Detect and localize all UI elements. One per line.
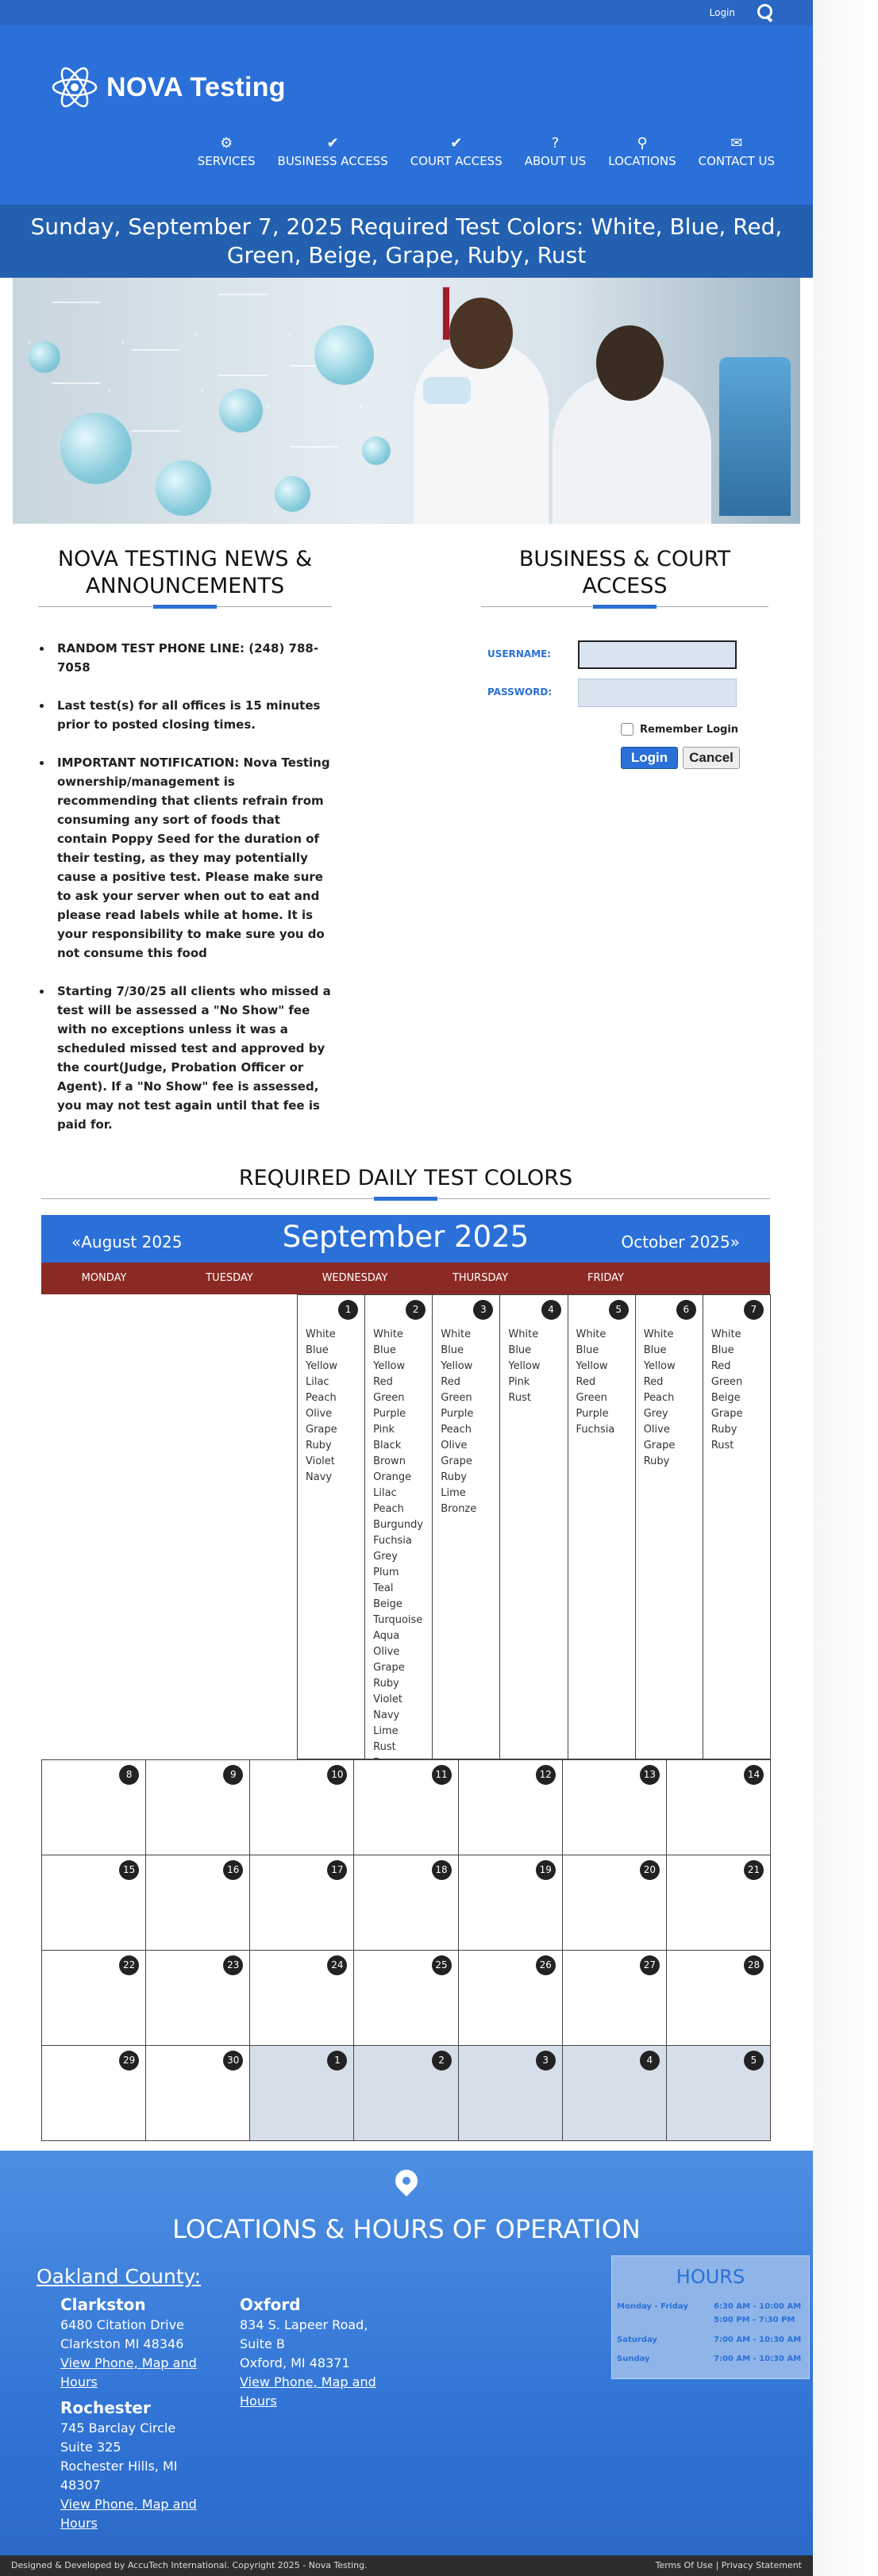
color-entry: White <box>306 1328 336 1340</box>
logo[interactable] <box>51 63 286 111</box>
color-entry: Rust <box>508 1392 531 1404</box>
day-number: 7 <box>744 1300 764 1320</box>
color-entry: Green <box>576 1392 607 1404</box>
color-entry: White <box>373 1328 403 1340</box>
calendar-day-cell[interactable] <box>249 1855 354 1951</box>
access-title: BUSINESS & COURT ACCESS <box>518 547 731 598</box>
nav-label: ABOUT US <box>524 154 587 168</box>
nav-label: SERVICES <box>197 154 256 168</box>
day-colors <box>644 1327 676 1470</box>
calendar-day-cell[interactable] <box>499 1294 568 1759</box>
news-item: • IMPORTANT NOTIFICATION: Nova Testing ownership/management is recommending that clients refrain from consuming any sort of foods that contain Poppy Seed for the duration of their testing, as they may potentially cause a positive test. Please make sure to ask your server when out to eat and please read labels while at home. It is your responsibility to make sure you do not consume this food <box>52 753 332 963</box>
calendar-day-cell[interactable] <box>353 1950 458 2046</box>
day-number: 6 <box>676 1300 696 1320</box>
color-entry: Purple <box>441 1408 474 1420</box>
calendar-day-cell[interactable] <box>41 1950 146 2046</box>
chat-icon: ✉ <box>730 135 743 152</box>
color-entry: Violet <box>373 1694 403 1705</box>
color-entry: Ruby <box>373 1678 399 1690</box>
weekday-label: FRIDAY <box>587 1272 624 1284</box>
nav-label: LOCATIONS <box>608 154 676 168</box>
color-entry: Yellow <box>373 1360 406 1372</box>
day-number: 2 <box>432 2051 452 2070</box>
calendar-day-cell[interactable] <box>703 1294 771 1759</box>
calendar-day-cell[interactable] <box>562 1759 667 1855</box>
office-name: Rochester <box>60 2398 151 2417</box>
weekday-label: WEDNESDAY <box>322 1272 388 1284</box>
day-number: 18 <box>432 1860 452 1880</box>
day-number: 1 <box>338 1300 358 1320</box>
separator: | <box>715 2560 719 2570</box>
color-entry: Plum <box>373 1567 399 1578</box>
calendar-day-cell[interactable] <box>249 1759 354 1855</box>
calendar-day-cell[interactable] <box>635 1294 703 1759</box>
color-entry: Grey <box>373 1551 398 1563</box>
office-city: Oxford, MI 48371 <box>240 2355 350 2370</box>
calendar-day-cell[interactable] <box>353 2045 458 2141</box>
day-number: 17 <box>327 1860 347 1880</box>
day-number: 4 <box>541 1300 561 1320</box>
password-label: PASSWORD: <box>487 686 553 698</box>
calendar-day-cell[interactable] <box>364 1294 433 1759</box>
check-circle-icon: ✔ <box>450 135 463 152</box>
color-entry: White <box>643 1328 674 1340</box>
color-entry: Blue <box>441 1344 464 1356</box>
day-colors <box>508 1327 540 1406</box>
color-entry: Lilac <box>306 1376 329 1388</box>
nav-contact-us[interactable] <box>699 135 775 168</box>
calendar-title: REQUIRED DAILY TEST COLORS <box>238 1166 573 1190</box>
calendar-grid <box>41 1294 770 2129</box>
nav-label: BUSINESS ACCESS <box>277 154 388 168</box>
day-number: 9 <box>223 1765 243 1785</box>
nav-court-access[interactable] <box>410 135 503 168</box>
calendar-day-cell[interactable] <box>568 1294 636 1759</box>
color-entry: Beige <box>373 1598 402 1610</box>
day-number: 24 <box>327 1955 347 1975</box>
county-link[interactable]: Oakland County: <box>37 2265 202 2288</box>
office-address: 745 Barclay Circle Suite 325 <box>60 2420 176 2455</box>
remember-label: Remember Login <box>640 723 739 736</box>
color-entry: Beige <box>710 1392 741 1404</box>
day-colors <box>711 1327 743 1454</box>
bottom-bar <box>0 2555 813 2576</box>
color-entry: White <box>441 1328 472 1340</box>
weekday-label: MONDAY <box>81 1272 127 1284</box>
next-month-link[interactable] <box>621 1232 740 1251</box>
color-entry: Blue <box>373 1344 396 1356</box>
color-entry: Peach <box>643 1392 675 1404</box>
calendar-day-cell[interactable] <box>666 1759 771 1855</box>
prev-month-label: August 2025 <box>81 1232 183 1251</box>
color-entry: Grey <box>643 1408 668 1420</box>
news-title: NOVA TESTING NEWS & ANNOUNCEMENTS <box>57 547 313 598</box>
day-number: 26 <box>536 1955 556 1975</box>
check-circle-icon: ✔ <box>326 135 339 152</box>
color-entry: Rust <box>710 1440 734 1451</box>
color-entry: Grape <box>441 1455 472 1467</box>
calendar-day-cell[interactable] <box>249 2045 354 2141</box>
color-entry: Red <box>643 1376 664 1388</box>
hours-time: 7:00 AM - 10:30 AM <box>714 2355 802 2363</box>
news-item: • Starting 7/30/25 all clients who missed a test will be assessed a "No Show" fee with no exceptions unless it was a scheduled missed test and approved by the court(Judge, Probation Officer or Agent). If a "No Show" fee is assessed, you may not test again until that fee is paid for. <box>52 982 332 1134</box>
news-list <box>38 639 332 1134</box>
color-entry: Grape <box>710 1408 743 1420</box>
color-entry: Pink <box>508 1376 530 1388</box>
next-month-label: October 2025 <box>621 1232 730 1251</box>
calendar-day-cell[interactable] <box>41 2045 146 2141</box>
password-input[interactable] <box>578 679 737 707</box>
color-entry: Lime <box>373 1725 399 1737</box>
color-entry: Orange <box>373 1471 412 1483</box>
color-entry: Olive <box>643 1424 670 1436</box>
calendar-day-cell[interactable] <box>41 1759 146 1855</box>
color-entry: Peach <box>373 1503 404 1515</box>
color-entry: Olive <box>441 1440 468 1451</box>
color-entry: Grape <box>306 1424 337 1436</box>
day-number: 27 <box>640 1955 660 1975</box>
color-entry: Red <box>576 1376 596 1388</box>
map-pin-icon <box>395 2170 418 2201</box>
day-number: 19 <box>536 1860 556 1880</box>
hero-lab-image <box>13 278 800 524</box>
calendar-day-cell[interactable] <box>353 1855 458 1951</box>
day-number: 16 <box>223 1860 243 1880</box>
hours-time-1: 6:30 AM - 10:00 AM <box>714 2302 802 2311</box>
color-entry: Navy <box>306 1471 333 1483</box>
terms-link[interactable]: Terms Of Use <box>655 2560 714 2570</box>
locations-title: LOCATIONS & HOURS OF OPERATION <box>172 2214 641 2244</box>
color-entry: Fuchsia <box>576 1424 615 1436</box>
color-entry: Rust <box>373 1741 396 1753</box>
color-entry: Lime <box>441 1487 466 1499</box>
color-entry: White <box>576 1328 607 1340</box>
color-entry: Ruby <box>710 1424 737 1436</box>
office-address: 834 S. Lapeer Road, Suite B <box>240 2317 368 2351</box>
calendar-day-cell[interactable] <box>145 1759 250 1855</box>
color-entry: Violet <box>306 1455 335 1467</box>
color-entry: Yellow <box>306 1360 338 1372</box>
day-number: 25 <box>432 1955 452 1975</box>
gears-icon: ⚙ <box>220 135 233 152</box>
nav-label: COURT ACCESS <box>410 154 503 168</box>
day-colors <box>576 1327 615 1438</box>
weekday-label: THURSDAY <box>452 1272 509 1284</box>
day-number: 29 <box>119 2051 139 2070</box>
nav-about-us[interactable] <box>525 135 587 168</box>
color-entry: Ruby <box>441 1471 467 1483</box>
hours-box <box>611 2255 810 2379</box>
day-number: 30 <box>223 2051 243 2070</box>
color-entry: Teal <box>373 1582 394 1594</box>
color-entry: Green <box>373 1392 405 1404</box>
office-oxford <box>240 2293 391 2411</box>
nav-locations[interactable] <box>608 135 676 168</box>
right-margin <box>813 0 878 2576</box>
day-number: 3 <box>473 1300 493 1320</box>
office-name: Clarkston <box>60 2295 146 2314</box>
color-entry: Ruby <box>306 1440 332 1451</box>
search-icon[interactable] <box>756 3 775 22</box>
title-underline <box>481 606 768 607</box>
day-number: 22 <box>119 1955 139 1975</box>
username-label: USERNAME: <box>487 648 552 659</box>
day-number: 5 <box>609 1300 629 1320</box>
day-colors <box>373 1327 423 1771</box>
day-number: 12 <box>536 1765 556 1785</box>
color-entry: Green <box>441 1392 472 1404</box>
calendar-day-cell[interactable] <box>458 1759 563 1855</box>
calendar-day-cell[interactable] <box>145 1855 250 1951</box>
color-entry: Red <box>710 1360 731 1372</box>
color-entry: White <box>508 1328 539 1340</box>
color-entry: Red <box>373 1376 393 1388</box>
atom-icon <box>51 63 98 111</box>
office-clarkston <box>60 2293 227 2392</box>
day-colors <box>441 1327 476 1517</box>
news-section <box>38 546 332 1153</box>
remember-login[interactable] <box>621 723 738 736</box>
double-chevron-left-icon: « <box>71 1232 82 1251</box>
office-rochester <box>60 2397 211 2533</box>
office-details-link[interactable]: View Phone, Map and Hours <box>60 2497 197 2531</box>
calendar-day-cell[interactable] <box>458 1950 563 2046</box>
cancel-button[interactable]: Cancel <box>683 747 740 769</box>
login-button[interactable]: Login <box>621 747 678 769</box>
office-details-link[interactable]: View Phone, Map and Hours <box>60 2355 197 2390</box>
color-entry: Purple <box>576 1408 609 1420</box>
hours-day: Saturday <box>617 2336 657 2344</box>
remember-checkbox[interactable] <box>621 723 633 736</box>
locations-footer <box>0 2151 813 2555</box>
news-item: • RANDOM TEST PHONE LINE: (248) 788-7058 <box>52 639 332 677</box>
calendar-day-cell[interactable] <box>145 2045 250 2141</box>
hours-title: HOURS <box>676 2266 745 2288</box>
main-nav <box>198 135 775 168</box>
day-number: 5 <box>744 2051 764 2070</box>
color-entry: Green <box>710 1376 743 1388</box>
color-entry: Brown <box>373 1455 406 1467</box>
nav-services[interactable] <box>198 135 256 168</box>
color-entry: Peach <box>306 1392 337 1404</box>
color-entry: Blue <box>508 1344 532 1356</box>
color-entry: Blue <box>576 1344 599 1356</box>
calendar-day-cell[interactable] <box>41 1855 146 1951</box>
color-entry: Lilac <box>373 1487 397 1499</box>
color-entry: Bronze <box>441 1503 477 1515</box>
calendar-header <box>41 1215 770 1263</box>
day-number: 11 <box>432 1765 452 1785</box>
daily-colors-banner: Sunday, September 7, 2025 Required Test Colors: White, Blue, Red, Green, Beige, Grape, Ruby, Rust <box>0 205 813 278</box>
legal-links <box>656 2555 802 2576</box>
question-icon: ? <box>551 135 560 152</box>
calendar-day-cell[interactable] <box>666 2045 771 2141</box>
day-number: 3 <box>536 2051 556 2070</box>
color-entry: Red <box>441 1376 460 1388</box>
brand-name: NOVA Testing <box>106 71 286 102</box>
color-entry: Blue <box>710 1344 734 1356</box>
nav-business-access[interactable] <box>278 135 388 168</box>
color-entry: Navy <box>373 1709 400 1721</box>
copyright-text: Designed & Developed by AccuTech International. Copyright 2025 - Nova Testing. <box>11 2560 368 2570</box>
office-city: Clarkston MI 48346 <box>60 2336 184 2351</box>
color-entry: Yellow <box>508 1360 541 1372</box>
calendar-day-cell[interactable] <box>458 2045 563 2141</box>
calendar-day-cell[interactable] <box>562 2045 667 2141</box>
site-header <box>0 25 813 205</box>
news-item: • Last test(s) for all offices is 15 minutes prior to posted closing times. <box>52 696 332 734</box>
color-entry: Yellow <box>441 1360 473 1372</box>
weekday-label: TUESDAY <box>206 1272 253 1284</box>
day-number: 15 <box>119 1860 139 1880</box>
color-entry: Turquoise <box>373 1614 423 1626</box>
calendar-day-cell[interactable] <box>249 1950 354 2046</box>
title-underline <box>38 606 332 607</box>
color-entry: Purple <box>373 1408 406 1420</box>
color-entry: White <box>710 1328 741 1340</box>
day-number: 13 <box>640 1765 660 1785</box>
color-entry: Fuchsia <box>373 1535 412 1547</box>
color-entry: Pink <box>373 1424 395 1436</box>
privacy-link[interactable]: Privacy Statement <box>721 2560 802 2570</box>
calendar-day-cell[interactable] <box>562 1950 667 2046</box>
title-underline <box>41 1198 770 1199</box>
office-name: Oxford <box>240 2295 301 2314</box>
hours-time-2: 5:00 PM - 7:30 PM <box>714 2316 795 2324</box>
current-month: September 2025 <box>282 1220 529 1254</box>
color-entry: Olive <box>306 1408 333 1420</box>
calendar-day-cell[interactable] <box>666 1950 771 2046</box>
day-number: 14 <box>744 1765 764 1785</box>
calendar-day-cell[interactable] <box>562 1855 667 1951</box>
hours-day: Sunday <box>617 2355 650 2363</box>
hours-time <box>714 2300 801 2327</box>
color-entry: Burgundy <box>373 1519 424 1531</box>
calendar-day-cell[interactable] <box>458 1855 563 1951</box>
color-entry: Blue <box>306 1344 329 1356</box>
calendar-day-cell[interactable] <box>145 1950 250 2046</box>
double-chevron-right-icon: » <box>730 1232 740 1251</box>
hours-day: Monday - Friday <box>617 2302 688 2311</box>
calendar-section <box>41 1165 770 2129</box>
office-details-link[interactable]: View Phone, Map and Hours <box>240 2374 376 2409</box>
color-entry: Yellow <box>576 1360 608 1372</box>
color-entry: Olive <box>373 1646 400 1658</box>
top-login-link[interactable]: Login <box>709 7 735 18</box>
day-number: 4 <box>640 2051 660 2070</box>
color-entry: Aqua <box>373 1630 400 1642</box>
nav-label: CONTACT US <box>698 154 775 168</box>
color-entry: Yellow <box>643 1360 676 1372</box>
office-city: Rochester Hills, MI 48307 <box>60 2459 178 2493</box>
color-entry: Blue <box>643 1344 667 1356</box>
day-colors <box>306 1327 337 1486</box>
color-entry: Grape <box>643 1440 676 1451</box>
day-number: 1 <box>327 2051 347 2070</box>
weekday-header <box>41 1263 770 1294</box>
day-number: 20 <box>640 1860 660 1880</box>
office-address: 6480 Citation Drive <box>60 2317 184 2332</box>
color-entry: Ruby <box>643 1455 670 1467</box>
day-number: 23 <box>223 1955 243 1975</box>
day-number: 28 <box>744 1955 764 1975</box>
day-number: 10 <box>327 1765 347 1785</box>
color-entry: Grape <box>373 1662 405 1674</box>
business-court-access <box>481 546 768 764</box>
calendar-day-cell[interactable] <box>353 1759 458 1855</box>
color-entry: Black <box>373 1440 402 1451</box>
day-number: 8 <box>119 1765 139 1785</box>
calendar-day-cell[interactable] <box>297 1294 365 1759</box>
calendar-day-cell[interactable] <box>666 1855 771 1951</box>
map-marker-icon: ⚲ <box>637 135 648 152</box>
day-number: 2 <box>406 1300 426 1320</box>
login-form <box>481 621 768 764</box>
username-input[interactable] <box>578 640 737 669</box>
top-bar <box>0 0 813 25</box>
calendar-day-cell[interactable] <box>432 1294 500 1759</box>
color-entry: Peach <box>441 1424 472 1436</box>
hours-time: 7:00 AM - 10:30 AM <box>714 2336 802 2344</box>
day-number: 21 <box>744 1860 764 1880</box>
